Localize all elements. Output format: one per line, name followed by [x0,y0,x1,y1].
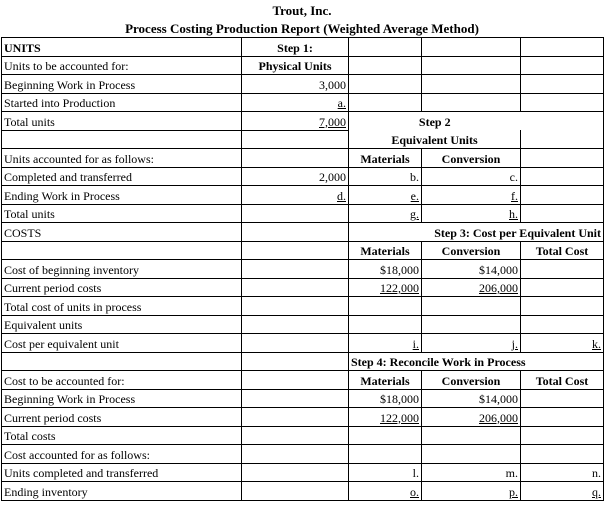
table-row [2,371,604,390]
step4-beginning-materials: $18,000 [349,389,422,408]
units-header: UNITS [2,38,242,57]
conversion-header: Conversion [422,149,521,168]
costs-header: COSTS [2,223,242,242]
table-row [2,167,604,186]
current-period-label: Current period costs [2,278,242,297]
beginning-inventory-conversion: $14,000 [422,260,521,279]
cost-accounted-label: Cost accounted for as follows: [2,445,242,464]
table-row [2,130,604,149]
table-row [2,186,604,205]
table-row [2,315,604,334]
blank-b: b. [349,167,422,186]
step3-total-header: Total Cost [521,241,604,260]
table-row [2,38,604,57]
beginning-wip-value: 3,000 [242,75,349,94]
table-row [2,389,604,408]
blank-e: e. [410,188,419,203]
total-units-label-2: Total units [2,204,242,223]
table-row [2,149,604,168]
materials-header: Materials [349,149,422,168]
company-title: Trout, Inc. [272,3,332,18]
table-row [2,408,604,427]
step4-conversion-header: Conversion [422,371,521,390]
table-row [2,352,604,371]
current-period-conversion: 206,000 [479,281,518,295]
cost-to-account-label: Cost to be accounted for: [2,371,242,390]
total-cost-in-process-label: Total cost of units in process [2,297,242,316]
equivalent-units-label: Equivalent units [2,315,242,334]
blank-f: f. [511,188,518,203]
started-label: Started into Production [2,93,242,112]
table-row [2,223,604,242]
table-row [2,482,604,501]
blank-c: c. [422,167,521,186]
step4-materials-header: Materials [349,371,422,390]
step1-label: Step 1: [242,38,349,57]
table-row [2,56,604,75]
ending-wip-label: Ending Work in Process [2,186,242,205]
blank-l: l. [349,463,422,482]
table-row [2,445,604,464]
blank-n: n. [521,463,604,482]
table-row [2,297,604,316]
blank-d: d. [337,188,346,203]
total-units-label: Total units [2,112,242,131]
total-units-value: 7,000 [319,114,346,129]
step2-label: Step 2 [418,115,451,129]
beginning-inventory-label: Cost of beginning inventory [2,260,242,279]
table-row [2,260,604,279]
ending-inventory-label: Ending inventory [2,482,242,501]
step3-conversion-header: Conversion [422,241,521,260]
blank-m: m. [422,463,521,482]
blank-o: o. [410,484,419,499]
table-row [2,278,604,297]
units-to-account-label: Units to be accounted for: [2,56,242,75]
beginning-wip-label: Beginning Work in Process [2,75,242,94]
table-row [2,112,604,131]
blank-g: g. [410,207,419,221]
completed-label: Completed and transferred [2,167,242,186]
blank-i: i. [412,336,419,351]
blank-h: h. [509,207,518,221]
step4-current-period-label: Current period costs [2,408,242,427]
step4-beginning-wip-label: Beginning Work in Process [2,389,242,408]
step4-current-materials: 122,000 [380,410,419,425]
step4-current-conversion: 206,000 [479,410,518,425]
table-row [2,463,604,482]
report-table [1,37,604,501]
completed-physical: 2,000 [242,167,349,186]
accounted-for-label: Units accounted for as follows: [2,149,242,168]
table-row [2,93,604,112]
equivalent-units-header: Equivalent Units [349,130,521,149]
current-period-materials: 122,000 [380,281,419,295]
table-row [2,75,604,94]
step3-label: Step 3: Cost per Equivalent Unit [349,223,604,242]
cost-per-eu-label: Cost per equivalent unit [2,334,242,353]
table-row [2,426,604,445]
units-completed-label: Units completed and transferred [2,463,242,482]
blank-p: p. [509,484,518,499]
physical-units-header: Physical Units [242,56,349,75]
step4-total-header: Total Cost [521,371,604,390]
beginning-inventory-materials: $18,000 [349,260,422,279]
step3-materials-header: Materials [349,241,422,260]
table-row [2,204,604,223]
blank-k: k. [592,336,601,351]
table-row [2,241,604,260]
blank-q: q. [592,484,601,499]
step4-beginning-conversion: $14,000 [422,389,521,408]
blank-a: a. [337,96,346,110]
total-costs-label: Total costs [2,426,242,445]
step4-label: Step 4: Reconcile Work in Process [349,352,604,371]
table-row [2,334,604,353]
blank-j: j. [511,336,518,351]
report-title: Process Costing Production Report (Weighted Average Method) [125,21,479,36]
